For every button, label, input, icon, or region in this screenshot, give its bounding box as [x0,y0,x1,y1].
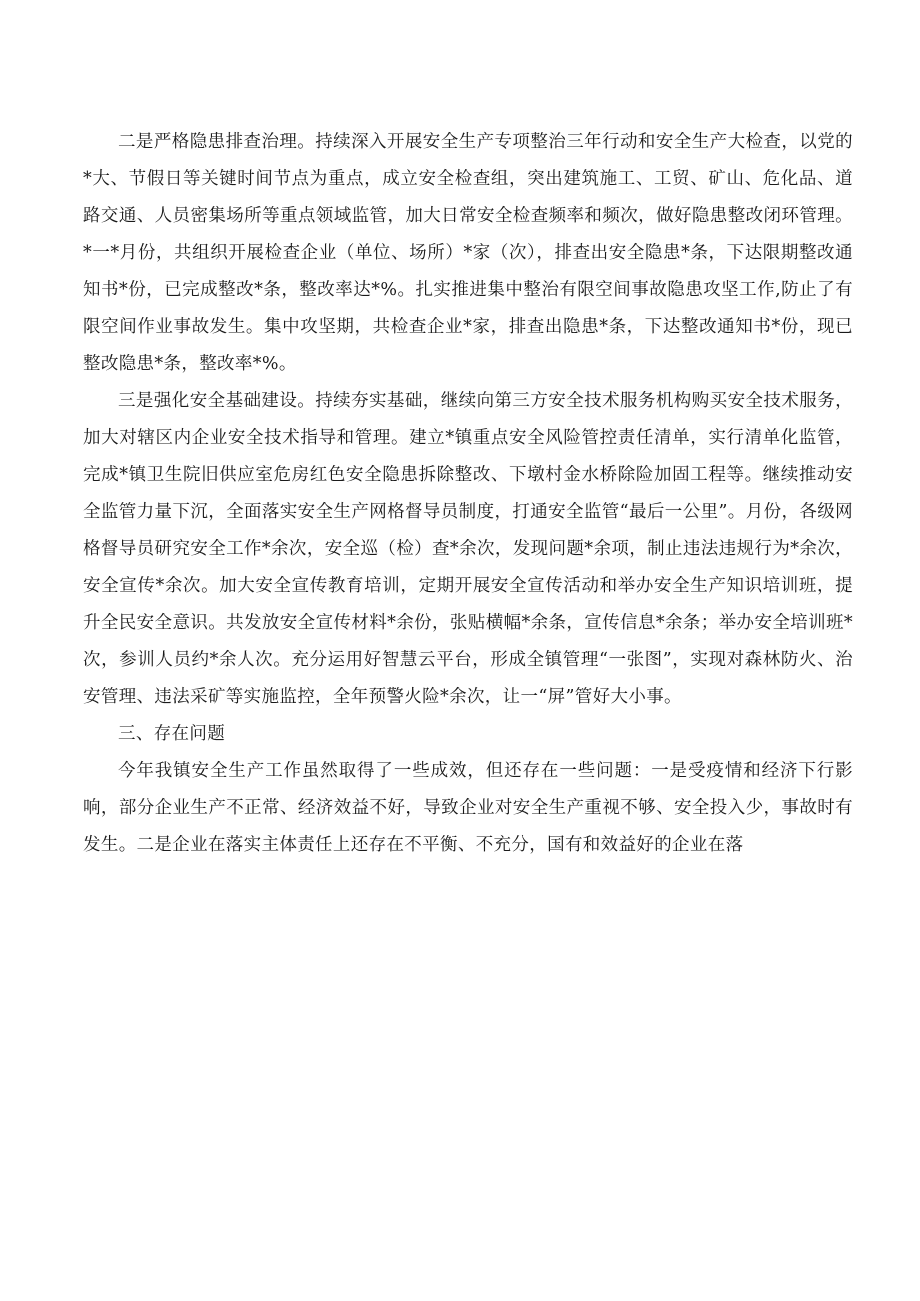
paragraph-safety-foundation: 三是强化安全基础建设。持续夯实基础，继续向第三方安全技术服务机构购买安全技术服务，加大对辖区内企业安全技术指导和管理。建立*镇重点安全风险管控责任清单，实行清单化监管，完成*镇卫生院旧供应室危房红色安全隐患拆除整改、下墩村金水桥除险加固工程等。继续推动安全监管力量下沉，全面落实安全生产网格督导员制度，打通安全监管“最后一公里”。月份，各级网格督导员研究安全工作*余次，安全巡（检）查*余次，发现问题*余项，制止违法违规行为*余次，安全宣传*余次。加大安全宣传教育培训，定期开展安全宣传活动和举办安全生产知识培训班，提升全民安全意识。共发放安全宣传材料*余份，张贴横幅*余条，宣传信息*余条；举办安全培训班*次，参训人员约*余人次。充分运用好智慧云平台，形成全镇管理“一张图”，实现对森林防火、治安管理、违法采矿等实施监控，全年预警火险*余次，让一“屏”管好大小事。 [83,391,853,707]
section-heading-problems: 三、存在问题 [118,724,226,744]
paragraph-hazard-inspection: 二是严格隐患排查治理。持续深入开展安全生产专项整治三年行动和安全生产大检查，以党的*大、节假日等关键时间节点为重点，成立安全检查组，突出建筑施工、工贸、矿山、危化品、道路交通、人员密集场所等重点领域监管，加大日常安全检查频率和频次，做好隐患整改闭环管理。*一*月份，共组织开展检查企业（单位、场所）*家（次），排查出安全隐患*条，下达限期整改通知书*份，已完成整改*条，整改率达*%。扎实推进集中整治有限空间事故隐患攻坚工作,防止了有限空间作业事故发生。集中攻坚期，共检查企业*家，排查出隐患*条，下达整改通知书*份，现已整改隐患*条，整改率*%。 [83,132,853,374]
document-body [83,124,853,864]
paragraph-existing-problems: 今年我镇安全生产工作虽然取得了一些成效，但还存在一些问题：一是受疫情和经济下行影响，部分企业生产不正常、经济效益不好，导致企业对安全生产重视不够、安全投入少，事故时有发生。二是企业在落实主体责任上还存在不平衡、不充分，国有和效益好的企业在落 [83,761,853,855]
